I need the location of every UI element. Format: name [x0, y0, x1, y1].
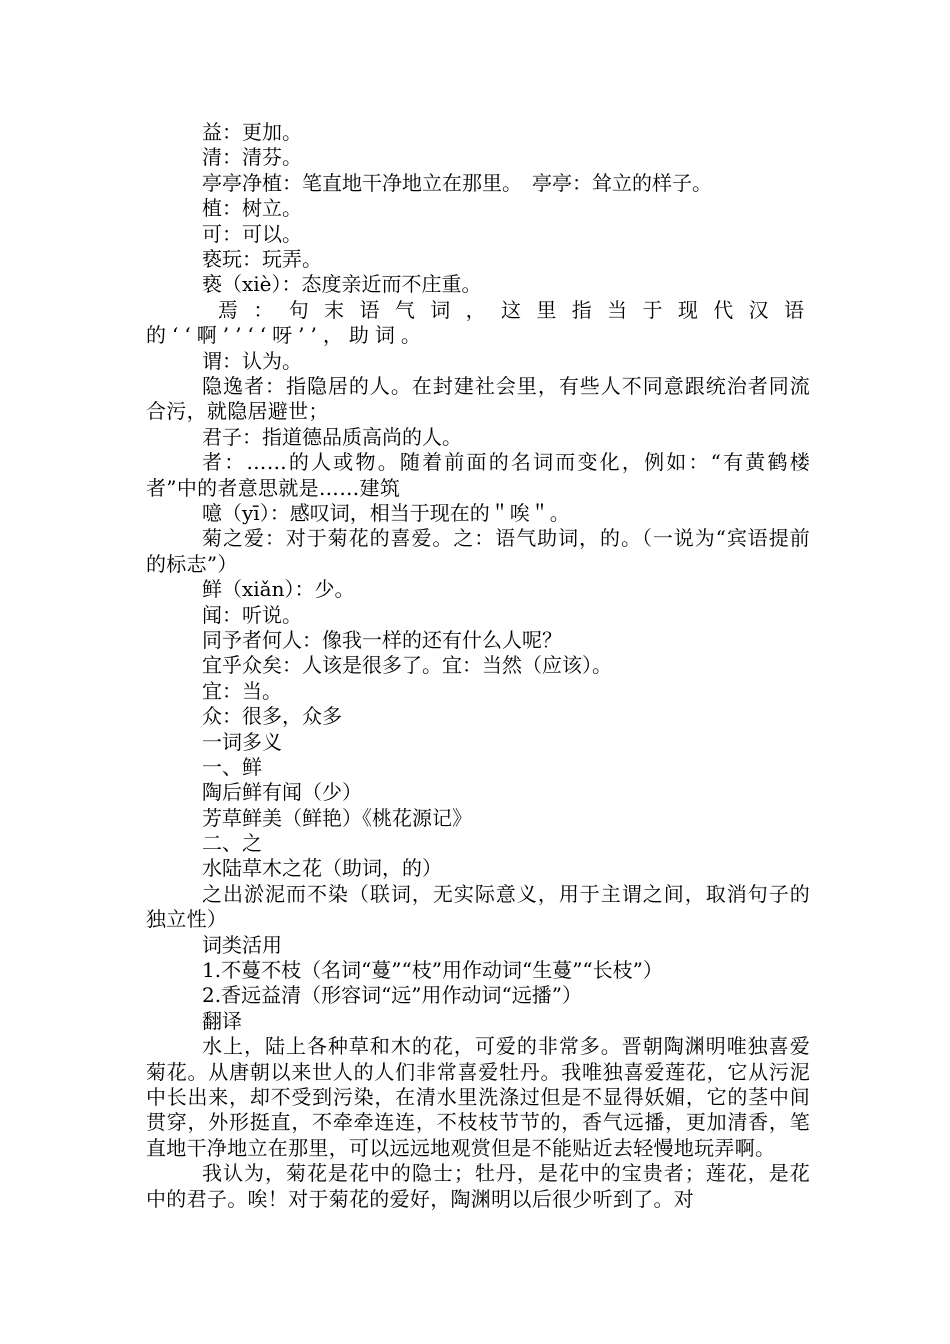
gloss-junzi: 君子：指道德品质高尚的人。: [202, 424, 462, 449]
example-xian-1: 陶后鲜有闻（少）: [202, 780, 362, 805]
gloss-wei: 谓：认为。: [202, 348, 302, 373]
section-heading-word-class: 词类活用: [202, 932, 282, 957]
gloss-tingting: 亭亭净植：笔直地干净地立在那里。 亭亭：耸立的样子。: [202, 170, 712, 195]
gloss-yinyi: 隐逸者：指隐居的人。在封建社会里，有些人不同意跟统治者同流合污，就隐居避世；: [146, 373, 810, 424]
gloss-zhong: 众：很多，众多: [202, 704, 342, 729]
example-zhi-1: 水陆草木之花（助词，的）: [202, 856, 442, 881]
translation-paragraph-1: 水上，陆上各种草和木的花，可爱的非常多。晋朝陶渊明唯独喜爱菊花。从唐朝以来世人的人们非常喜爱牡丹。我唯独喜爱莲花，它从污泥中长出来，却不受到污染，在清水里洗涤过但是不显得妖媚，它的茎中间贯穿，外形挺直，不牵牵连连，不枝枝节节的，香气远播，更加清香，笔直地干净地立在那里，可以远远地观赏但是不能贴近去轻慢地玩弄啊。: [146, 1034, 810, 1160]
gloss-yi-exclaim: 噫（yī）：感叹词，相当于现在的＂唉＂。: [202, 500, 570, 525]
gloss-xie: 亵（xiè）：态度亲近而不庄重。: [202, 272, 482, 297]
document-body: [146, 120, 810, 1212]
gloss-xiewan: 亵玩：玩弄。: [202, 246, 322, 271]
gloss-qing: 清：清芬。: [202, 145, 302, 170]
gloss-zhi: 植：树立。: [202, 196, 302, 221]
gloss-yi: 益：更加。: [202, 120, 302, 144]
gloss-xian: 鲜（xiǎn）：少。: [202, 577, 355, 602]
example-xian-2: 芳草鲜美（鲜艳）《桃花源记》: [202, 805, 472, 830]
gloss-zhe: 者：……的人或物。随着前面的名词而变化，例如：“有黄鹤楼者”中的者意思就是……建筑: [146, 450, 810, 500]
gloss-ke: 可：可以。: [202, 221, 302, 246]
section-heading-translation: 翻译: [202, 1008, 242, 1033]
section-heading-polysemy: 一词多义: [202, 729, 282, 754]
gloss-wen: 闻：听说。: [202, 602, 302, 627]
gloss-juzhiai: 菊之爱：对于菊花的喜爱。之：语气助词，的。（一说为“宾语提前的标志”）: [146, 526, 810, 576]
gloss-yan: 焉：句末语气词，这里指当于现代汉语的‘‘啊’’‘‘呀’’，助词。: [146, 297, 810, 348]
subheading-zhi: 二、之: [202, 831, 262, 856]
subheading-xian: 一、鲜: [202, 754, 262, 779]
word-class-item-2: 2.香远益清（形容词“远”用作动词“远播”）: [202, 983, 582, 1008]
word-class-item-1: 1.不蔓不枝（名词“蔓”“枝”用作动词“生蔓”“长枝”）: [202, 958, 663, 983]
gloss-tongyu: 同予者何人：像我一样的还有什么人呢？: [202, 627, 562, 652]
gloss-yi-dang: 宜：当。: [202, 678, 282, 703]
gloss-yihu: 宜乎众矣：人该是很多了。宜：当然（应该）。: [202, 653, 612, 678]
example-zhi-2: 之出淤泥而不染（联词，无实际意义，用于主谓之间，取消句子的独立性）: [146, 881, 810, 932]
translation-paragraph-2: 我认为，菊花是花中的隐士；牡丹，是花中的宝贵者；莲花，是花中的君子。唉！对于菊花的爱好，陶渊明以后很少听到了。对: [146, 1161, 810, 1211]
